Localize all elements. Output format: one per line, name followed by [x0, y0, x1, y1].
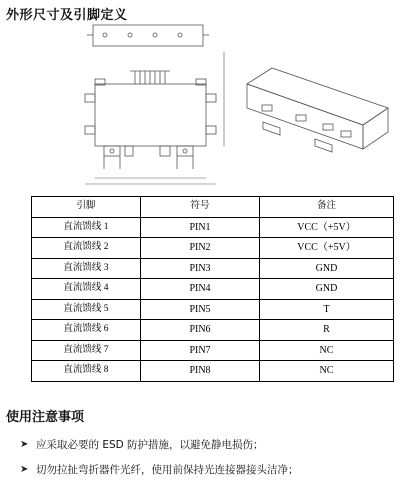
isometric-view	[247, 68, 388, 125]
top-view-outline	[93, 25, 203, 46]
pin-remark: NC	[260, 361, 394, 382]
pin-remark: VCC（+5V）	[260, 217, 394, 238]
table-row	[32, 217, 394, 238]
list-item	[20, 432, 299, 457]
pin-remark: R	[260, 320, 394, 341]
pin-symbol: PIN1	[141, 217, 260, 238]
usage-notes-list	[20, 432, 299, 482]
pin-remark: NC	[260, 340, 394, 361]
pin-symbol: PIN2	[141, 238, 260, 259]
table-row	[32, 238, 394, 259]
pin-symbol: PIN7	[141, 340, 260, 361]
arrow-bullet-icon: ➤	[20, 464, 29, 475]
pin-name: 直流馈线 6	[32, 320, 141, 341]
pin-name: 直流馈线 1	[32, 217, 141, 238]
pin-remark: GND	[260, 258, 394, 279]
pin-name: 直流馈线 2	[32, 238, 141, 259]
pin-definition-table	[31, 196, 394, 382]
pin-symbol: PIN6	[141, 320, 260, 341]
pin-name: 直流馈线 7	[32, 340, 141, 361]
header-pin: 引脚	[32, 197, 141, 218]
table-row	[32, 320, 394, 341]
header-symbol: 符号	[141, 197, 260, 218]
pin-remark: T	[260, 299, 394, 320]
note-text: 应采取必要的 ESD 防护措施，以避免静电损伤；	[36, 439, 264, 451]
table-row	[32, 279, 394, 300]
dimension-drawing	[0, 22, 419, 194]
pin-symbol: PIN3	[141, 258, 260, 279]
table-row	[32, 361, 394, 382]
pin-symbol: PIN8	[141, 361, 260, 382]
note-text: 切勿拉扯弯折器件光纤，使用前保持光连接器接头洁净；	[36, 464, 299, 476]
pin-symbol: PIN5	[141, 299, 260, 320]
arrow-bullet-icon: ➤	[20, 439, 29, 450]
header-remark: 备注	[260, 197, 394, 218]
table-row	[32, 258, 394, 279]
usage-section-title: 使用注意事项	[6, 410, 85, 425]
front-view-body	[95, 84, 206, 146]
pin-remark: GND	[260, 279, 394, 300]
dimensions-section-title: 外形尺寸及引脚定义	[6, 8, 128, 23]
table-header-row	[32, 197, 394, 218]
pin-remark: VCC（+5V）	[260, 238, 394, 259]
pin-name: 直流馈线 8	[32, 361, 141, 382]
table-row	[32, 299, 394, 320]
pin-name: 直流馈线 5	[32, 299, 141, 320]
pin-name: 直流馈线 3	[32, 258, 141, 279]
list-item	[20, 457, 299, 482]
table-row	[32, 340, 394, 361]
pin-symbol: PIN4	[141, 279, 260, 300]
pin-name: 直流馈线 4	[32, 279, 141, 300]
